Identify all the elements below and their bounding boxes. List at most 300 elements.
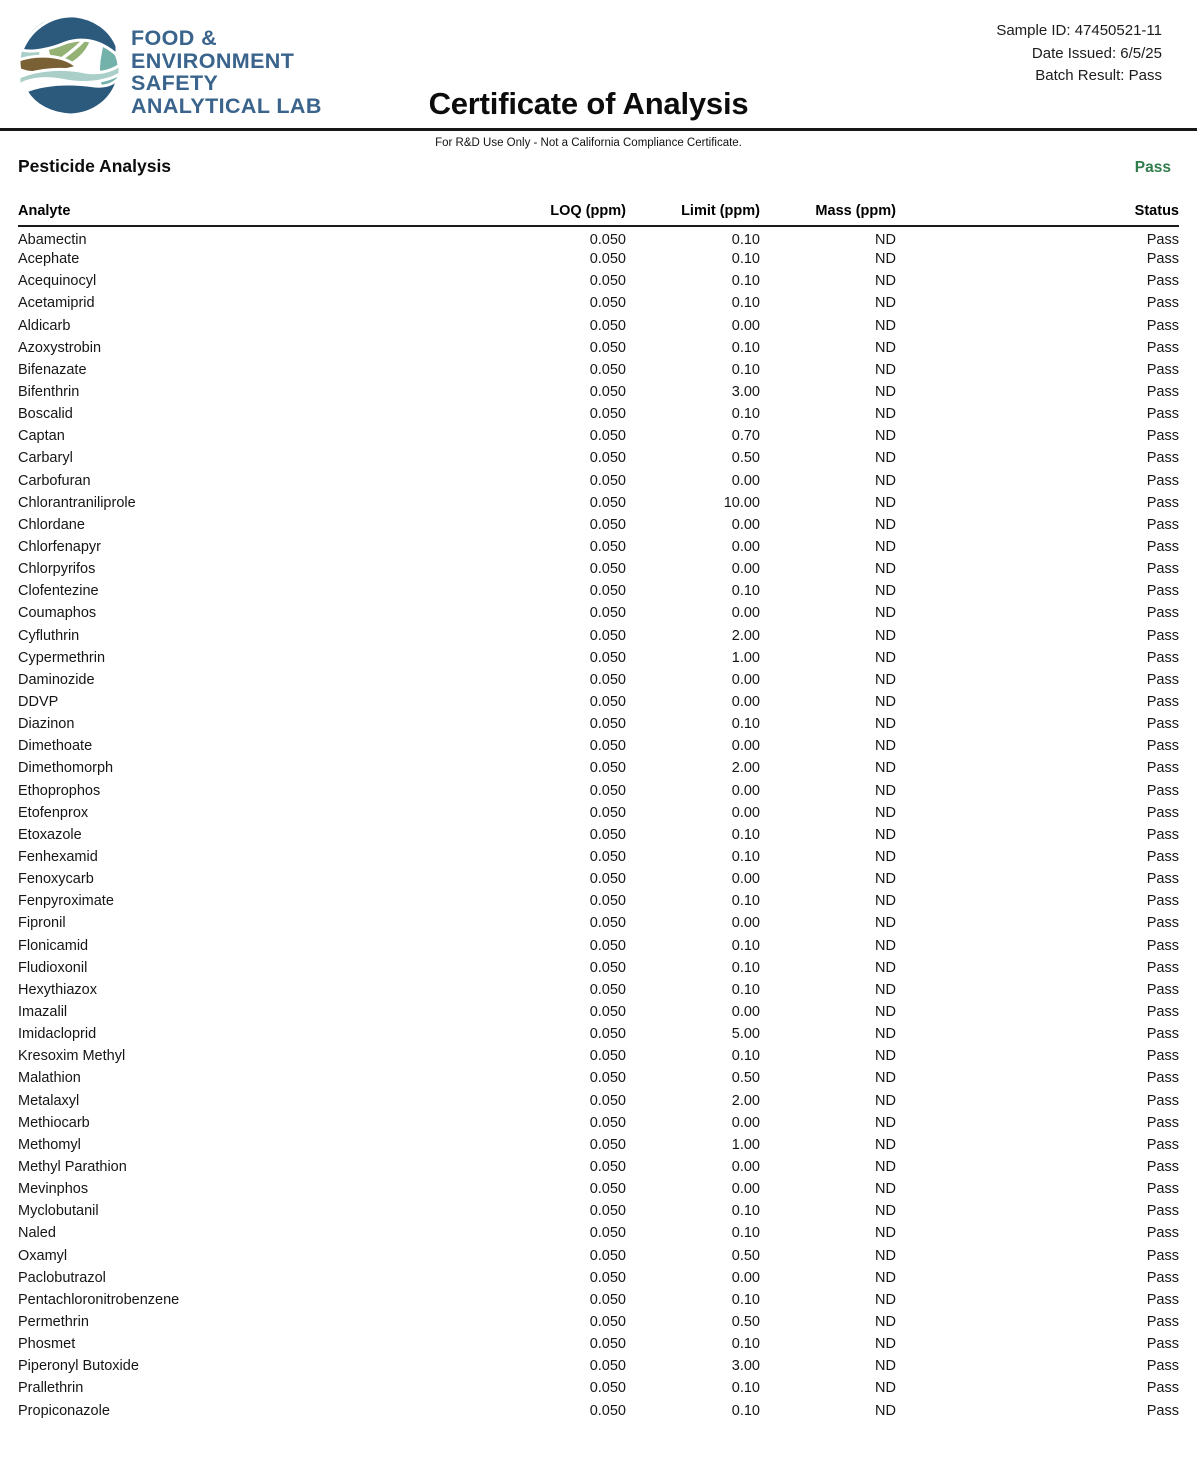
cell-limit: 0.10 xyxy=(731,273,760,290)
cell-status: Pass xyxy=(1146,1114,1179,1131)
cell-status: Pass xyxy=(1146,1313,1179,1330)
cell-limit: 0.00 xyxy=(731,1181,760,1198)
table-row xyxy=(18,1023,1179,1045)
cell-loq: 0.050 xyxy=(589,738,626,755)
table-row xyxy=(18,381,1179,403)
table-row xyxy=(18,226,1179,248)
cell-status: Pass xyxy=(1146,1291,1179,1308)
table-row xyxy=(18,1067,1179,1089)
cell-loq: 0.050 xyxy=(589,1247,626,1264)
cell-limit: 2.00 xyxy=(731,627,760,644)
cell-limit: 0.00 xyxy=(731,871,760,888)
cell-status: Pass xyxy=(1146,915,1179,932)
column-header-status: Status xyxy=(896,203,1179,226)
cell-mass: ND xyxy=(875,1269,896,1286)
cell-mass: ND xyxy=(875,561,896,578)
cell-mass: ND xyxy=(875,627,896,644)
disclaimer-text: For R&D Use Only - Not a California Compliance Certificate. xyxy=(435,137,742,149)
cell-limit: 0.00 xyxy=(731,472,760,489)
cell-status: Pass xyxy=(1146,428,1179,445)
cell-loq: 0.050 xyxy=(589,671,626,688)
cell-limit: 0.00 xyxy=(731,539,760,556)
cell-loq: 0.050 xyxy=(589,849,626,865)
cell-loq: 0.050 xyxy=(589,1136,626,1153)
cell-mass: ND xyxy=(875,1114,896,1131)
cell-status: Pass xyxy=(1146,273,1179,290)
table-row xyxy=(18,1244,1179,1266)
cell-analyte: Clofentezine xyxy=(18,583,99,600)
sample-meta xyxy=(996,20,1162,88)
cell-analyte: Fenoxycarb xyxy=(18,871,94,888)
table-row xyxy=(18,359,1179,381)
cell-limit: 0.00 xyxy=(731,671,760,688)
cell-analyte: Azoxystrobin xyxy=(18,339,102,356)
column-header-analyte: Analyte xyxy=(18,203,479,226)
table-row xyxy=(18,1200,1179,1222)
cell-mass: ND xyxy=(875,849,896,865)
table-row xyxy=(18,691,1179,713)
cell-status: Pass xyxy=(1146,1247,1179,1264)
cell-mass: ND xyxy=(875,694,896,711)
cell-loq: 0.050 xyxy=(589,826,626,843)
cell-limit: 0.10 xyxy=(731,406,760,423)
table-row xyxy=(18,536,1179,558)
cell-loq: 0.050 xyxy=(589,361,626,378)
cell-limit: 0.10 xyxy=(731,231,760,248)
cell-mass: ND xyxy=(875,494,896,511)
cell-status: Pass xyxy=(1146,1158,1179,1175)
cell-limit: 1.00 xyxy=(731,649,760,666)
table-row xyxy=(18,1355,1179,1377)
cell-mass: ND xyxy=(875,1291,896,1308)
cell-analyte: Phosmet xyxy=(18,1336,76,1353)
cell-analyte: Diazinon xyxy=(18,716,75,733)
cell-limit: 0.00 xyxy=(731,1003,760,1020)
cell-status: Pass xyxy=(1146,339,1179,356)
cell-analyte: Chlorpyrifos xyxy=(18,561,96,578)
cell-mass: ND xyxy=(875,1158,896,1175)
cell-mass: ND xyxy=(875,871,896,888)
cell-mass: ND xyxy=(875,937,896,954)
table-row xyxy=(18,1112,1179,1134)
cell-loq: 0.050 xyxy=(589,1269,626,1286)
cell-limit: 0.10 xyxy=(731,1291,760,1308)
cell-loq: 0.050 xyxy=(589,981,626,998)
cell-limit: 0.00 xyxy=(731,317,760,334)
cell-loq: 0.050 xyxy=(589,1003,626,1020)
cell-limit: 10.00 xyxy=(723,494,760,511)
cell-analyte: Metalaxyl xyxy=(18,1092,80,1109)
cell-status: Pass xyxy=(1146,804,1179,821)
table-header-row xyxy=(18,203,1179,226)
cell-analyte: Acequinocyl xyxy=(18,273,97,290)
cell-mass: ND xyxy=(875,959,896,976)
cell-mass: ND xyxy=(875,406,896,423)
cell-limit: 0.10 xyxy=(731,583,760,600)
cell-mass: ND xyxy=(875,893,896,910)
cell-analyte: Boscalid xyxy=(18,406,73,423)
pesticide-table xyxy=(18,203,1179,1422)
cell-analyte: Captan xyxy=(18,428,65,445)
cell-loq: 0.050 xyxy=(589,583,626,600)
cell-mass: ND xyxy=(875,1225,896,1242)
cell-limit: 0.00 xyxy=(731,694,760,711)
cell-loq: 0.050 xyxy=(589,1092,626,1109)
lab-name-line: SAFETY xyxy=(131,71,219,95)
cell-loq: 0.050 xyxy=(589,339,626,356)
cell-limit: 3.00 xyxy=(731,1358,760,1375)
cell-status: Pass xyxy=(1146,782,1179,799)
cell-mass: ND xyxy=(875,1181,896,1198)
cell-mass: ND xyxy=(875,804,896,821)
cell-mass: ND xyxy=(875,339,896,356)
cell-loq: 0.050 xyxy=(589,384,626,401)
cell-mass: ND xyxy=(875,539,896,556)
table-row xyxy=(18,846,1179,868)
cell-status: Pass xyxy=(1146,1203,1179,1220)
cell-status: Pass xyxy=(1146,1402,1179,1419)
section-header xyxy=(18,156,1171,177)
cell-mass: ND xyxy=(875,450,896,467)
cell-analyte: Oxamyl xyxy=(18,1247,68,1264)
batch-result: Batch Result: Pass xyxy=(1035,67,1162,84)
table-row xyxy=(18,1289,1179,1311)
cell-loq: 0.050 xyxy=(589,1158,626,1175)
cell-loq: 0.050 xyxy=(589,1380,626,1397)
cell-status: Pass xyxy=(1146,738,1179,755)
table-row xyxy=(18,1156,1179,1178)
table-row xyxy=(18,558,1179,580)
lab-name-line: FOOD & xyxy=(131,26,218,50)
table-row xyxy=(18,1001,1179,1023)
cell-status: Pass xyxy=(1146,406,1179,423)
cell-loq: 0.050 xyxy=(589,317,626,334)
cell-mass: ND xyxy=(875,472,896,489)
cell-loq: 0.050 xyxy=(589,295,626,312)
cell-limit: 0.50 xyxy=(731,1313,760,1330)
cell-loq: 0.050 xyxy=(589,1048,626,1065)
cell-limit: 3.00 xyxy=(731,384,760,401)
cell-status: Pass xyxy=(1146,561,1179,578)
cell-limit: 0.10 xyxy=(731,1225,760,1242)
cell-analyte: Aldicarb xyxy=(18,317,71,334)
table-row xyxy=(18,470,1179,492)
cell-loq: 0.050 xyxy=(589,1313,626,1330)
cell-analyte: Fipronil xyxy=(18,915,66,932)
page-title: Certificate of Analysis xyxy=(428,86,749,121)
cell-mass: ND xyxy=(875,1070,896,1087)
table-row xyxy=(18,647,1179,669)
table-row xyxy=(18,492,1179,514)
cell-status: Pass xyxy=(1146,849,1179,865)
cell-analyte: Imidacloprid xyxy=(18,1026,97,1043)
cell-analyte: Carbaryl xyxy=(18,450,73,467)
cell-loq: 0.050 xyxy=(589,273,626,290)
cell-limit: 5.00 xyxy=(731,1026,760,1043)
cell-limit: 0.10 xyxy=(731,893,760,910)
cell-analyte: Piperonyl Butoxide xyxy=(18,1358,139,1375)
cell-status: Pass xyxy=(1146,1136,1179,1153)
cell-analyte: Chlorantraniliprole xyxy=(18,494,136,511)
cell-limit: 0.10 xyxy=(731,339,760,356)
table-row xyxy=(18,824,1179,846)
cell-analyte: Acetamiprid xyxy=(18,295,95,312)
cell-loq: 0.050 xyxy=(589,539,626,556)
cell-analyte: Prallethrin xyxy=(18,1380,84,1397)
cell-mass: ND xyxy=(875,1092,896,1109)
cell-status: Pass xyxy=(1146,716,1179,733)
cell-loq: 0.050 xyxy=(589,516,626,533)
cell-limit: 0.00 xyxy=(731,1269,760,1286)
table-row xyxy=(18,1311,1179,1333)
cell-mass: ND xyxy=(875,1313,896,1330)
cell-analyte: Acephate xyxy=(18,251,80,268)
table-row xyxy=(18,890,1179,912)
cell-mass: ND xyxy=(875,384,896,401)
cell-mass: ND xyxy=(875,1003,896,1020)
cell-status: Pass xyxy=(1146,472,1179,489)
table-row xyxy=(18,315,1179,337)
cell-mass: ND xyxy=(875,826,896,843)
table-row xyxy=(18,957,1179,979)
cell-limit: 0.00 xyxy=(731,561,760,578)
cell-analyte: Bifenazate xyxy=(18,361,87,378)
cell-status: Pass xyxy=(1146,583,1179,600)
cell-analyte: Bifenthrin xyxy=(18,384,80,401)
cell-loq: 0.050 xyxy=(589,1026,626,1043)
cell-analyte: Naled xyxy=(18,1225,56,1242)
cell-limit: 2.00 xyxy=(731,760,760,777)
cell-limit: 0.10 xyxy=(731,959,760,976)
cell-loq: 0.050 xyxy=(589,1203,626,1220)
table-row xyxy=(18,1333,1179,1355)
table-row xyxy=(18,1377,1179,1399)
cell-mass: ND xyxy=(875,583,896,600)
cell-analyte: Ethoprophos xyxy=(18,782,101,799)
cell-analyte: Fenhexamid xyxy=(18,849,98,865)
cell-loq: 0.050 xyxy=(589,605,626,622)
lab-name-line: ENVIRONMENT xyxy=(131,48,295,73)
cell-analyte: Dimethomorph xyxy=(18,760,114,777)
cell-analyte: Dimethoate xyxy=(18,738,93,755)
cell-mass: ND xyxy=(875,295,896,312)
cell-status: Pass xyxy=(1146,981,1179,998)
cell-status: Pass xyxy=(1146,295,1179,312)
cell-mass: ND xyxy=(875,1380,896,1397)
cell-status: Pass xyxy=(1146,1181,1179,1198)
cell-status: Pass xyxy=(1146,516,1179,533)
cell-loq: 0.050 xyxy=(589,915,626,932)
cell-mass: ND xyxy=(875,251,896,268)
cell-limit: 0.50 xyxy=(731,450,760,467)
cell-mass: ND xyxy=(875,716,896,733)
cell-status: Pass xyxy=(1146,384,1179,401)
cell-limit: 0.10 xyxy=(731,361,760,378)
cell-status: Pass xyxy=(1146,871,1179,888)
cell-mass: ND xyxy=(875,516,896,533)
cell-status: Pass xyxy=(1146,361,1179,378)
cell-analyte: Methomyl xyxy=(18,1136,81,1153)
table-row xyxy=(18,669,1179,691)
cell-mass: ND xyxy=(875,361,896,378)
cell-mass: ND xyxy=(875,605,896,622)
cell-analyte: Propiconazole xyxy=(18,1402,110,1419)
cell-loq: 0.050 xyxy=(589,1225,626,1242)
cell-limit: 0.00 xyxy=(731,915,760,932)
cell-limit: 0.10 xyxy=(731,1380,760,1397)
sample-id: Sample ID: 47450521-11 xyxy=(996,22,1162,39)
cell-limit: 0.00 xyxy=(731,516,760,533)
cell-loq: 0.050 xyxy=(589,472,626,489)
cell-analyte: Paclobutrazol xyxy=(18,1269,106,1286)
cell-limit: 2.00 xyxy=(731,1092,760,1109)
cell-loq: 0.050 xyxy=(589,231,626,248)
cell-status: Pass xyxy=(1146,937,1179,954)
cell-status: Pass xyxy=(1146,893,1179,910)
cell-analyte: Methyl Parathion xyxy=(18,1158,127,1175)
table-row xyxy=(18,713,1179,735)
cell-limit: 0.00 xyxy=(731,605,760,622)
cell-limit: 1.00 xyxy=(731,1136,760,1153)
cell-analyte: Methiocarb xyxy=(18,1114,90,1131)
cell-analyte: Malathion xyxy=(18,1070,81,1087)
cell-loq: 0.050 xyxy=(589,760,626,777)
cell-loq: 0.050 xyxy=(589,561,626,578)
table-row xyxy=(18,912,1179,934)
cell-loq: 0.050 xyxy=(589,627,626,644)
cell-mass: ND xyxy=(875,1247,896,1264)
cell-analyte: Coumaphos xyxy=(18,605,97,622)
table-row xyxy=(18,1045,1179,1067)
cell-limit: 0.10 xyxy=(731,251,760,268)
cell-status: Pass xyxy=(1146,1336,1179,1353)
cell-mass: ND xyxy=(875,649,896,666)
cell-limit: 0.10 xyxy=(731,937,760,954)
cell-loq: 0.050 xyxy=(589,1402,626,1419)
cell-limit: 0.10 xyxy=(731,849,760,865)
table-row xyxy=(18,447,1179,469)
cell-analyte: Daminozide xyxy=(18,671,95,688)
cell-limit: 0.10 xyxy=(731,826,760,843)
cell-mass: ND xyxy=(875,671,896,688)
cell-analyte: Mevinphos xyxy=(18,1181,89,1198)
cell-analyte: Flonicamid xyxy=(18,937,89,954)
cell-limit: 0.00 xyxy=(731,738,760,755)
cell-status: Pass xyxy=(1146,494,1179,511)
cell-limit: 0.50 xyxy=(731,1070,760,1087)
cell-status: Pass xyxy=(1146,826,1179,843)
table-row xyxy=(18,270,1179,292)
cell-analyte: Fludioxonil xyxy=(18,959,88,976)
cell-loq: 0.050 xyxy=(589,494,626,511)
cell-loq: 0.050 xyxy=(589,893,626,910)
cell-analyte: Carbofuran xyxy=(18,472,91,489)
table-row xyxy=(18,1399,1179,1421)
cell-status: Pass xyxy=(1146,1048,1179,1065)
cell-loq: 0.050 xyxy=(589,782,626,799)
column-header-limit: Limit (ppm) xyxy=(626,203,760,226)
cell-loq: 0.050 xyxy=(589,1181,626,1198)
cell-status: Pass xyxy=(1146,1269,1179,1286)
cell-analyte: Permethrin xyxy=(18,1313,89,1330)
cell-status: Pass xyxy=(1146,627,1179,644)
cell-limit: 0.00 xyxy=(731,782,760,799)
cell-limit: 0.00 xyxy=(731,1114,760,1131)
table-row xyxy=(18,425,1179,447)
cell-status: Pass xyxy=(1146,1003,1179,1020)
cell-status: Pass xyxy=(1146,1026,1179,1043)
cell-loq: 0.050 xyxy=(589,1070,626,1087)
table-row xyxy=(18,580,1179,602)
cell-mass: ND xyxy=(875,317,896,334)
cell-mass: ND xyxy=(875,1203,896,1220)
cell-status: Pass xyxy=(1146,760,1179,777)
table-row xyxy=(18,1134,1179,1156)
header-divider xyxy=(0,128,1197,131)
cell-status: Pass xyxy=(1146,251,1179,268)
cell-limit: 0.10 xyxy=(731,981,760,998)
cell-loq: 0.050 xyxy=(589,871,626,888)
cell-limit: 0.10 xyxy=(731,295,760,312)
cell-loq: 0.050 xyxy=(589,1114,626,1131)
section-result-badge: Pass xyxy=(1134,159,1171,176)
cell-analyte: Kresoxim Methyl xyxy=(18,1048,126,1065)
cell-loq: 0.050 xyxy=(589,1358,626,1375)
cell-mass: ND xyxy=(875,782,896,799)
cell-limit: 0.00 xyxy=(731,1158,760,1175)
cell-status: Pass xyxy=(1146,1225,1179,1242)
table-row xyxy=(18,802,1179,824)
table-row xyxy=(18,514,1179,536)
cell-limit: 0.50 xyxy=(731,1247,760,1264)
cell-status: Pass xyxy=(1146,671,1179,688)
cell-analyte: Myclobutanil xyxy=(18,1203,99,1220)
cell-mass: ND xyxy=(875,738,896,755)
cell-mass: ND xyxy=(875,760,896,777)
cell-limit: 0.00 xyxy=(731,804,760,821)
cell-loq: 0.050 xyxy=(589,406,626,423)
cell-loq: 0.050 xyxy=(589,804,626,821)
cell-loq: 0.050 xyxy=(589,450,626,467)
table-row xyxy=(18,780,1179,802)
table-row xyxy=(18,1222,1179,1244)
cell-loq: 0.050 xyxy=(589,716,626,733)
cell-analyte: Chlorfenapyr xyxy=(18,539,102,556)
cell-mass: ND xyxy=(875,231,896,248)
cell-mass: ND xyxy=(875,981,896,998)
table-row xyxy=(18,757,1179,779)
table-row xyxy=(18,292,1179,314)
cell-mass: ND xyxy=(875,1136,896,1153)
cell-analyte: DDVP xyxy=(18,694,59,711)
cell-analyte: Pentachloronitrobenzene xyxy=(18,1291,180,1308)
cell-loq: 0.050 xyxy=(589,694,626,711)
cell-analyte: Etofenprox xyxy=(18,804,89,821)
cell-loq: 0.050 xyxy=(589,1291,626,1308)
table-row xyxy=(18,625,1179,647)
table-row xyxy=(18,602,1179,624)
cell-mass: ND xyxy=(875,1402,896,1419)
table-row xyxy=(18,403,1179,425)
cell-analyte: Hexythiazox xyxy=(18,981,97,998)
column-header-mass: Mass (ppm) xyxy=(760,203,896,226)
table-row xyxy=(18,1267,1179,1289)
cell-loq: 0.050 xyxy=(589,1336,626,1353)
cell-mass: ND xyxy=(875,1026,896,1043)
cell-status: Pass xyxy=(1146,1092,1179,1109)
date-issued: Date Issued: 6/5/25 xyxy=(1031,44,1162,62)
column-header-loq: LOQ (ppm) xyxy=(479,203,626,226)
